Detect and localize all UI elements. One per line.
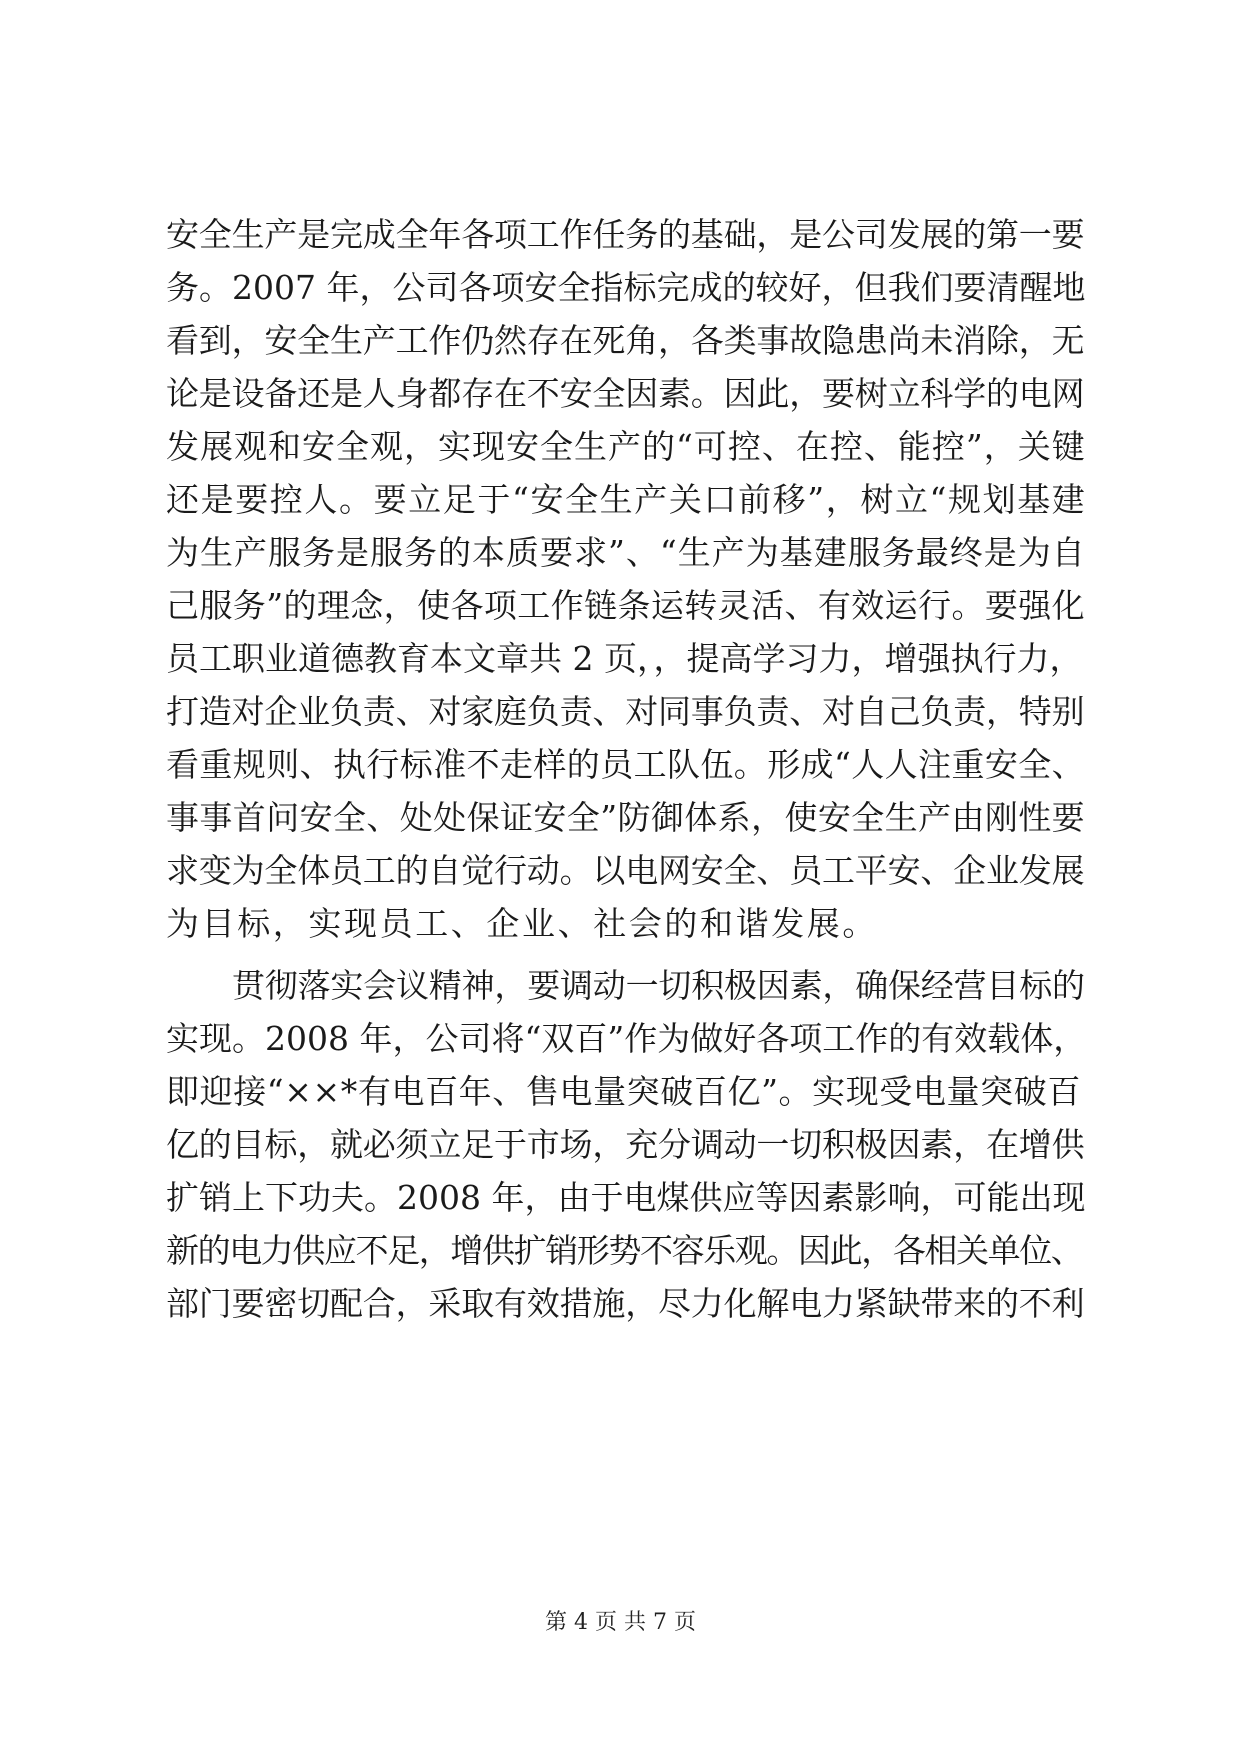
text-line: 事事首问安全、处处保证安全”防御体系，使安全生产由刚性要 bbox=[166, 798, 1086, 837]
text-line: 务。2007 年，公司各项安全指标完成的较好，但我们要清醒地 bbox=[166, 268, 1086, 307]
text-line: 新的电力供应不足，增供扩销形势不容乐观。因此，各相关单位、 bbox=[166, 1231, 1083, 1270]
text-line: 看到，安全生产工作仍然存在死角，各类事故隐患尚未消除，无 bbox=[166, 321, 1085, 360]
text-line: 己服务”的理念，使各项工作链条运转灵活、有效运行。要强化 bbox=[166, 586, 1086, 625]
text-line: 员工职业道德教育本文章共 2 页，，提高学习力，增强执行力， bbox=[166, 639, 1083, 678]
text-line: 亿的目标，就必须立足于市场，充分调动一切积极因素，在增供 bbox=[166, 1125, 1085, 1164]
text-line: 部门要密切配合，采取有效措施，尽力化解电力紧缺带来的不利 bbox=[166, 1284, 1085, 1323]
text-line: 还是要控人。要立足于“安全生产关口前移”，树立“规划基建 bbox=[166, 480, 1087, 519]
text-line: 打造对企业负责、对家庭负责、对同事负责、对自己负责，特别 bbox=[166, 692, 1085, 731]
text-line: 求变为全体员工的自觉行动。以电网安全、员工平安、企业发展 bbox=[166, 851, 1085, 890]
text-line: 安全生产是完成全年各项工作任务的基础，是公司发展的第一要 bbox=[166, 215, 1085, 254]
text-line: 论是设备还是人身都存在不安全因素。因此，要树立科学的电网 bbox=[166, 374, 1085, 413]
text-line: 看重规则、执行标准不走样的员工队伍。形成“人人注重安全、 bbox=[166, 745, 1086, 784]
text-line: 为生产服务是服务的本质要求”、“生产为基建服务最终是为自 bbox=[166, 533, 1086, 572]
page-number-footer: 第 4 页 共 7 页 bbox=[545, 1610, 696, 1635]
text-line: 贯彻落实会议精神，要调动一切积极因素，确保经营目标的 bbox=[232, 966, 1085, 1005]
text-line: 为目标，实现员工、企业、社会的和谐发展。 bbox=[166, 904, 878, 943]
text-line: 发展观和安全观，实现安全生产的“可控、在控、能控”，关键 bbox=[166, 427, 1086, 466]
text-line: 即迎接“××*有电百年、售电量突破百亿”。实现受电量突破百 bbox=[166, 1072, 1081, 1111]
text-line: 实现。2008 年，公司将“双百”作为做好各项工作的有效载体， bbox=[166, 1019, 1087, 1058]
text-line: 扩销上下功夫。2008 年，由于电煤供应等因素影响，可能出现 bbox=[166, 1178, 1086, 1217]
